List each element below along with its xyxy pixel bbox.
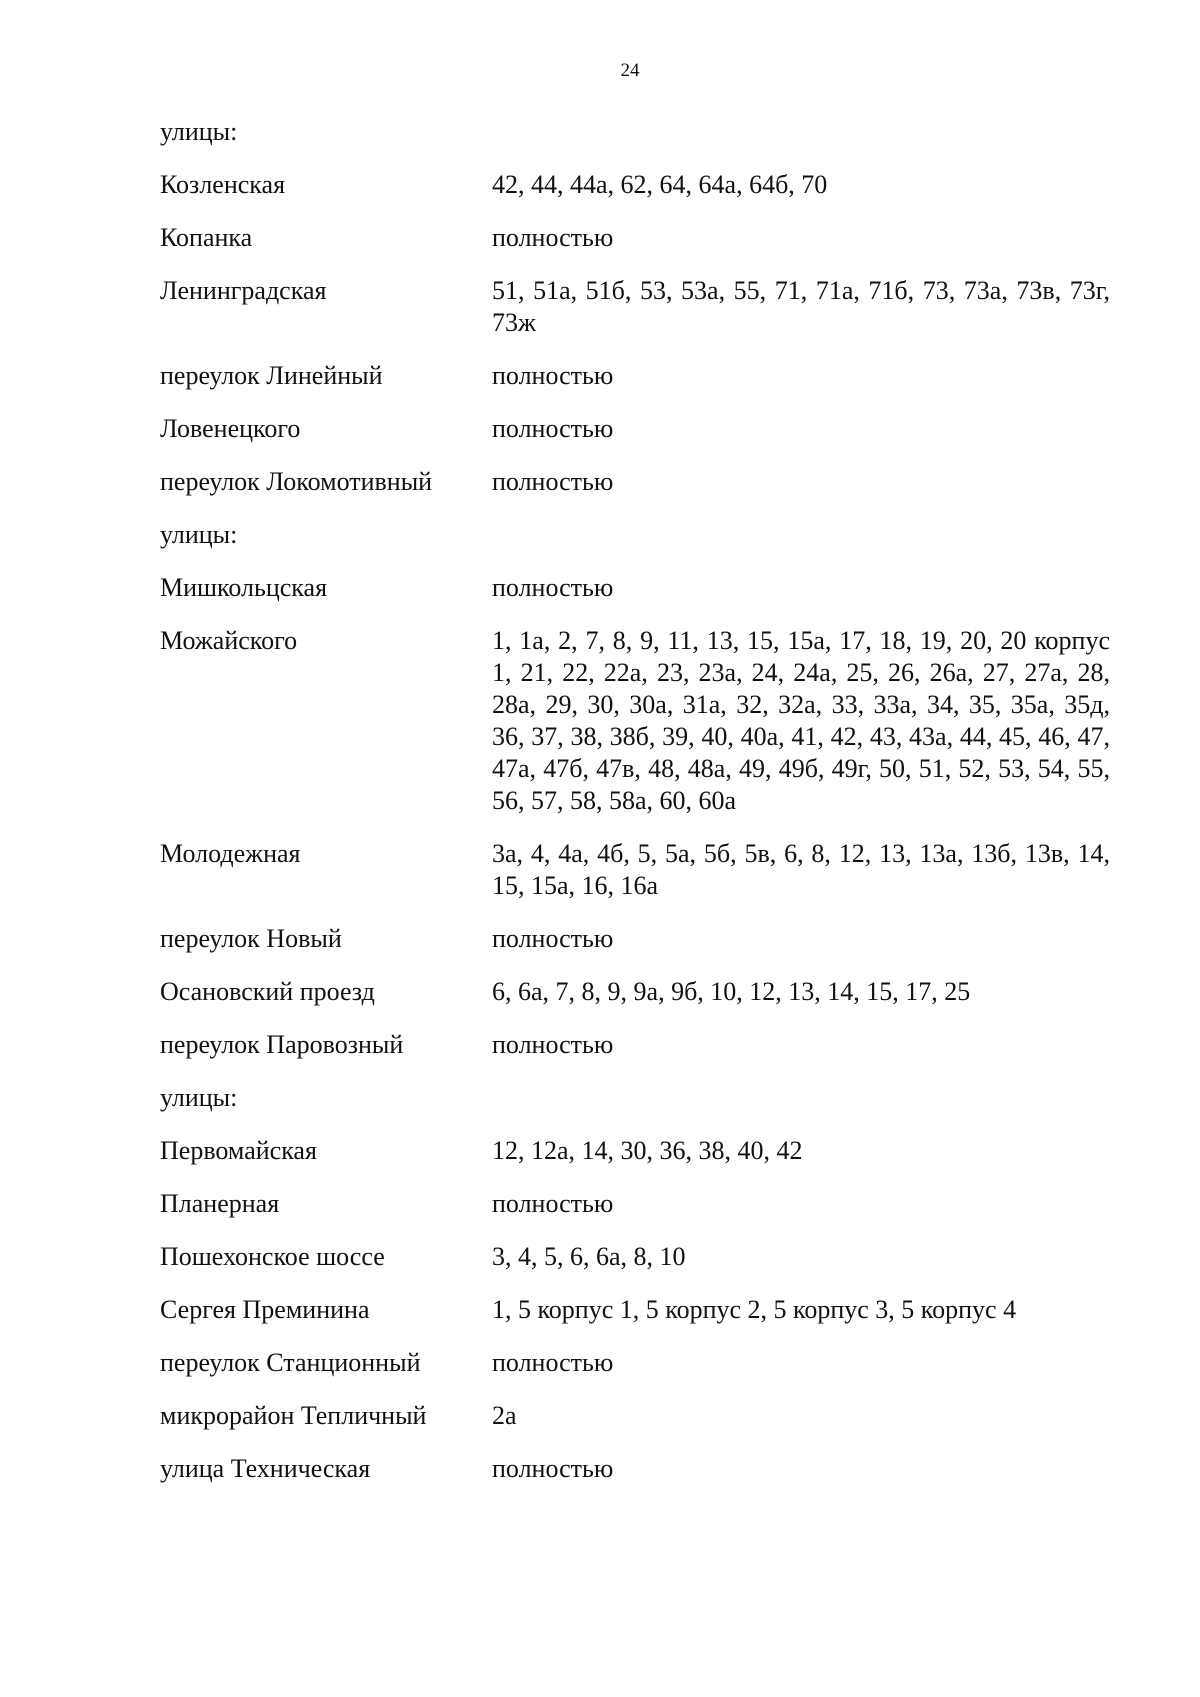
house-numbers: полностью: [492, 1348, 614, 1377]
street-row: [160, 116, 1110, 148]
street-row: [160, 1400, 1110, 1432]
street-name: микрорайон Тепличный: [160, 1401, 427, 1430]
street-row: [160, 1135, 1110, 1167]
street-name: переулок Локомотивный: [160, 467, 433, 496]
street-row: [160, 275, 1110, 339]
street-row: [160, 360, 1110, 392]
street-name: Козленская: [160, 170, 286, 199]
street-name: улицы:: [160, 1083, 238, 1112]
house-numbers: полностью: [492, 1454, 614, 1483]
street-row: [160, 1294, 1110, 1326]
street-row: [160, 1453, 1110, 1485]
house-numbers: 3а, 4, 4а, 4б, 5, 5а, 5б, 5в, 6, 8, 12, 13, 13а, 13б, 13в, 14, 15, 15а, 16, 16а: [492, 839, 1110, 900]
street-name: переулок Линейный: [160, 361, 383, 390]
house-numbers: полностью: [492, 1030, 614, 1059]
house-numbers: 3, 4, 5, 6, 6а, 8, 10: [492, 1242, 686, 1271]
house-numbers: полностью: [492, 467, 614, 496]
street-name: Первомайская: [160, 1136, 317, 1165]
street-row: [160, 222, 1110, 254]
street-name: Можайского: [160, 626, 298, 655]
house-numbers: 12, 12а, 14, 30, 36, 38, 40, 42: [492, 1136, 803, 1165]
house-numbers: 2а: [492, 1401, 517, 1430]
street-row: [160, 1347, 1110, 1379]
page-number: 24: [620, 60, 640, 81]
street-row: [160, 625, 1110, 817]
street-row: [160, 169, 1110, 201]
house-numbers: полностью: [492, 414, 614, 443]
street-row: [160, 413, 1110, 445]
house-numbers: 1, 1а, 2, 7, 8, 9, 11, 13, 15, 15а, 17, 18, 19, 20, 20 корпус 1, 21, 22, 22а, 23, 23а, 24, 24а, 25, 26, 26а, 27, 27а, 28, 28а, 29, 30, 30а, 31а, 32, 32а, 33, 33а, 34, 35, 35а, 35д, 36, 37, 38, 38б, 39, 40, 40а, 41, 42, 43, 43а, 44, 45, 46, 47, 47а, 47б, 47в, 48, 48а, 49, 49б, 49г, 50, 51, 52, 53, 54, 55, 56, 57, 58, 58а, 60, 60а: [492, 626, 1110, 815]
street-name: переулок Паровозный: [160, 1030, 404, 1059]
street-name: Осановский проезд: [160, 977, 375, 1006]
house-numbers: полностью: [492, 1189, 614, 1218]
street-name: Ленинградская: [160, 276, 327, 305]
house-numbers: полностью: [492, 924, 614, 953]
street-row: [160, 572, 1110, 604]
street-row: [160, 1241, 1110, 1273]
street-name: переулок Новый: [160, 924, 342, 953]
street-name: Пошехонское шоссе: [160, 1242, 385, 1271]
house-numbers: 1, 5 корпус 1, 5 корпус 2, 5 корпус 3, 5 корпус 4: [492, 1295, 1017, 1324]
street-row: [160, 519, 1110, 551]
street-name: Молодежная: [160, 839, 301, 868]
street-row: [160, 976, 1110, 1008]
street-row: [160, 1188, 1110, 1220]
street-row: [160, 466, 1110, 498]
street-row: [160, 838, 1110, 902]
house-numbers: полностью: [492, 361, 614, 390]
house-numbers: 42, 44, 44а, 62, 64, 64а, 64б, 70: [492, 170, 828, 199]
street-name: Ловенецкого: [160, 414, 301, 443]
street-name: Копанка: [160, 223, 253, 252]
street-name: переулок Станционный: [160, 1348, 421, 1377]
street-name: улицы:: [160, 117, 238, 146]
street-name: улица Техническая: [160, 1454, 371, 1483]
street-list: [160, 116, 1110, 1506]
house-numbers: 51, 51а, 51б, 53, 53а, 55, 71, 71а, 71б, 73, 73а, 73в, 73г, 73ж: [492, 276, 1110, 337]
house-numbers: 6, 6а, 7, 8, 9, 9а, 9б, 10, 12, 13, 14, 15, 17, 25: [492, 977, 971, 1006]
street-name: Мишкольцская: [160, 573, 328, 602]
street-row: [160, 1029, 1110, 1061]
street-name: Планерная: [160, 1189, 280, 1218]
street-name: улицы:: [160, 520, 238, 549]
house-numbers: полностью: [492, 223, 614, 252]
house-numbers: полностью: [492, 573, 614, 602]
street-row: [160, 923, 1110, 955]
street-row: [160, 1082, 1110, 1114]
street-name: Сергея Преминина: [160, 1295, 370, 1324]
